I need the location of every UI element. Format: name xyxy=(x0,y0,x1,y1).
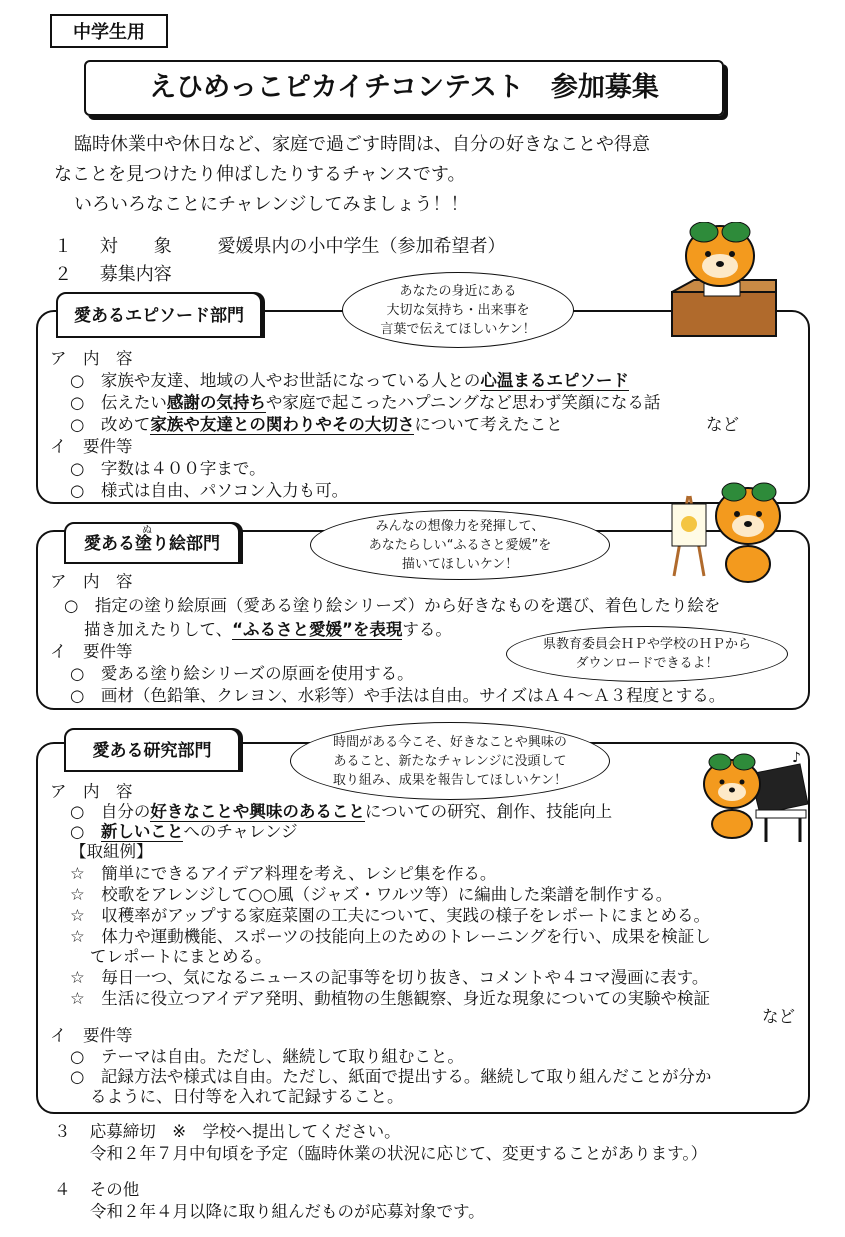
nurie-a1: ○ 指定の塗り絵原画（愛ある塗り絵シリーズ）から好きなものを選び、着色したり絵を xyxy=(64,596,721,615)
research-example: ☆ 校歌をアレンジして○○風（ジャズ・ワルツ等）に編曲した楽譜を制作する。 xyxy=(70,885,673,904)
page-title: えひめっこピカイチコンテスト 参加募集 xyxy=(84,60,724,116)
episode-bubble-line: 大切な気持ち・出来事を xyxy=(386,302,530,318)
research-a2-text: ○ xyxy=(70,822,101,841)
item3-line1: 応募締切 ※ 学校へ提出してください。 xyxy=(89,1122,401,1141)
research-speech-bubble xyxy=(290,722,610,800)
episode-a1 xyxy=(70,367,629,391)
item2 xyxy=(54,260,172,286)
research-example-tail: など xyxy=(762,1007,795,1026)
research-a2-text-post: へのチャレンジ xyxy=(183,822,298,841)
nurie-i-head: イ 要件等 xyxy=(50,642,133,661)
nurie-a1b xyxy=(84,616,452,640)
svg-text:♪: ♪ xyxy=(792,750,801,766)
research-a2-emphasis: 新しいこと xyxy=(100,822,184,841)
intro-line-3: いろいろなことにチャレンジしてみましょう！！ xyxy=(74,194,469,215)
research-a-head: ア 内 容 xyxy=(50,782,133,801)
item3 xyxy=(54,1118,401,1142)
item3-num: ３ xyxy=(54,1122,71,1141)
research-tab: 愛ある研究部門 xyxy=(64,728,240,772)
grade-tag: 中学生用 xyxy=(50,14,168,48)
episode-a3-emphasis: 家族や友達との関わりやその大切さ xyxy=(150,415,415,434)
research-i1: ○ テーマは自由。ただし、継続して取り組むこと。 xyxy=(70,1047,464,1066)
research-examples-head: 【取組例】 xyxy=(70,842,153,861)
mascot-piano-illustration xyxy=(700,744,810,844)
item1-value: 愛媛県内の小中学生（参加希望者） xyxy=(217,236,506,257)
research-example: ☆ 収穫率がアップする家庭菜園の工夫について、実践の様子をレポートにまとめる。 xyxy=(70,906,710,925)
episode-tab: 愛あるエピソード部門 xyxy=(56,292,262,338)
research-example-cont: てレポートにまとめる。 xyxy=(90,947,272,966)
item2-num: ２ xyxy=(54,264,72,285)
nurie-i1: ○ 愛ある塗り絵シリーズの原画を使用する。 xyxy=(70,664,414,683)
episode-a1-emphasis: 心温まるエピソード xyxy=(480,371,629,390)
nurie-speech-bubble xyxy=(310,510,610,580)
research-example: ☆ 生活に役立つアイデア発明、動植物の生態観察、身近な現象についての実験や検証 xyxy=(70,989,710,1008)
mascot-writing-illustration xyxy=(664,222,782,340)
episode-a2 xyxy=(70,389,660,413)
research-example: ☆ 簡単にできるアイデア料理を考え、レシピ集を作る。 xyxy=(70,864,497,883)
episode-a2-text: ○ 伝えたい xyxy=(70,393,167,412)
nurie-tab-text: 愛ある xyxy=(84,534,135,554)
episode-a-head: ア 内 容 xyxy=(50,349,133,368)
download-bubble-line: ダウンロードできるよ！ xyxy=(575,656,719,671)
item1-label: 対 象 xyxy=(99,236,172,257)
research-a1-text-post: についての研究、創作、技能向上 xyxy=(364,802,613,821)
download-bubble-line: 県教育委員会ＨＰや学校のＨＰから xyxy=(542,637,751,652)
research-i2: ○ 記録方法や様式は自由。ただし、紙面で提出する。継続して取り組んだことが分か xyxy=(70,1067,712,1086)
episode-i2: ○ 様式は自由、パソコン入力も可。 xyxy=(70,481,349,500)
nurie-a-head: ア 内 容 xyxy=(50,572,133,591)
episode-a3-text: ○ 改めて xyxy=(70,415,151,434)
item4 xyxy=(54,1176,139,1200)
nurie-a1b-text-post: する。 xyxy=(402,620,452,639)
episode-a3 xyxy=(70,411,563,435)
nurie-i2: ○ 画材（色鉛筆、クレヨン、水彩等）や手法は自由。サイズはＡ４～Ａ３程度とする。 xyxy=(70,686,726,705)
nurie-bubble-line: 描いてほしいケン！ xyxy=(401,556,519,572)
research-i-head: イ 要件等 xyxy=(50,1026,133,1045)
episode-bubble-line: 言葉で伝えてほしいケン！ xyxy=(380,321,536,337)
intro-line-1: 臨時休業中や休日など、家庭で過ごす時間は、自分の好きなことや得意 xyxy=(74,134,650,155)
nurie-bubble-line: みんなの想像力を発揮して、 xyxy=(375,518,545,534)
research-a1-emphasis: 好きなことや興味のあること xyxy=(150,802,365,821)
research-bubble-line: あること、新たなチャレンジに没頭して xyxy=(333,753,567,769)
research-bubble-line: 取り組み、成果を報告してほしいケン！ xyxy=(332,772,568,788)
nurie-bubble-line: あなたらしい“ふるさと愛媛”を xyxy=(368,537,552,553)
item4-line2: 令和２年４月以降に取り組んだものが応募対象です。 xyxy=(90,1202,485,1221)
nurie-a1b-text: 描き加えたりして、 xyxy=(84,620,233,639)
item4-num: ４ xyxy=(54,1180,71,1199)
episode-a1-text: ○ 家族や友達、地域の人やお世話になっている人との xyxy=(70,371,481,390)
nurie-ruby: ぬ xyxy=(142,525,152,536)
research-example: ☆ 毎日一つ、気になるニュースの記事等を切り抜き、コメントや４コマ漫画に表す。 xyxy=(70,968,709,987)
episode-a2-text-post: や家庭で起こったハプニングなど思わず笑顔になる話 xyxy=(265,393,661,412)
item2-label: 募集内容 xyxy=(99,264,172,285)
research-i2-cont: るように、日付等を入れて記録すること。 xyxy=(90,1087,404,1106)
episode-a2-emphasis: 感謝の気持ち xyxy=(166,393,266,412)
episode-a3-tail: など xyxy=(706,415,739,434)
item1 xyxy=(54,232,505,258)
nurie-a1b-emphasis: “ふるさと愛媛”を表現 xyxy=(232,620,403,639)
episode-speech-bubble xyxy=(342,272,574,348)
item3-line2: 令和２年７月中旬頃を予定（臨時休業の状況に応じて、変更することがあります。） xyxy=(90,1144,708,1163)
nurie-tab-text-post: り絵部門 xyxy=(152,534,220,554)
research-bubble-line: 時間がある今こそ、好きなことや興味の xyxy=(333,734,567,750)
episode-bubble-line: あなたの身近にある xyxy=(399,283,517,299)
download-speech-bubble xyxy=(506,626,788,682)
episode-a3-text-post: について考えたこと xyxy=(414,415,563,434)
mascot-painting-illustration xyxy=(664,476,794,586)
item1-num: １ xyxy=(54,236,72,257)
research-example: ☆ 体力や運動機能、スポーツの技能向上のためのトレーニングを行い、成果を検証し xyxy=(70,927,711,946)
nurie-tab-text-kanji: 塗 xyxy=(135,534,152,554)
research-a1-text: ○ 自分の xyxy=(70,802,151,821)
episode-i-head: イ 要件等 xyxy=(50,437,133,456)
intro-line-2: なことを見つけたり伸ばしたりするチャンスです。 xyxy=(54,164,466,185)
item4-line1: その他 xyxy=(89,1180,140,1199)
episode-i1: ○ 字数は４００字まで。 xyxy=(70,459,266,478)
nurie-tab xyxy=(64,522,240,564)
